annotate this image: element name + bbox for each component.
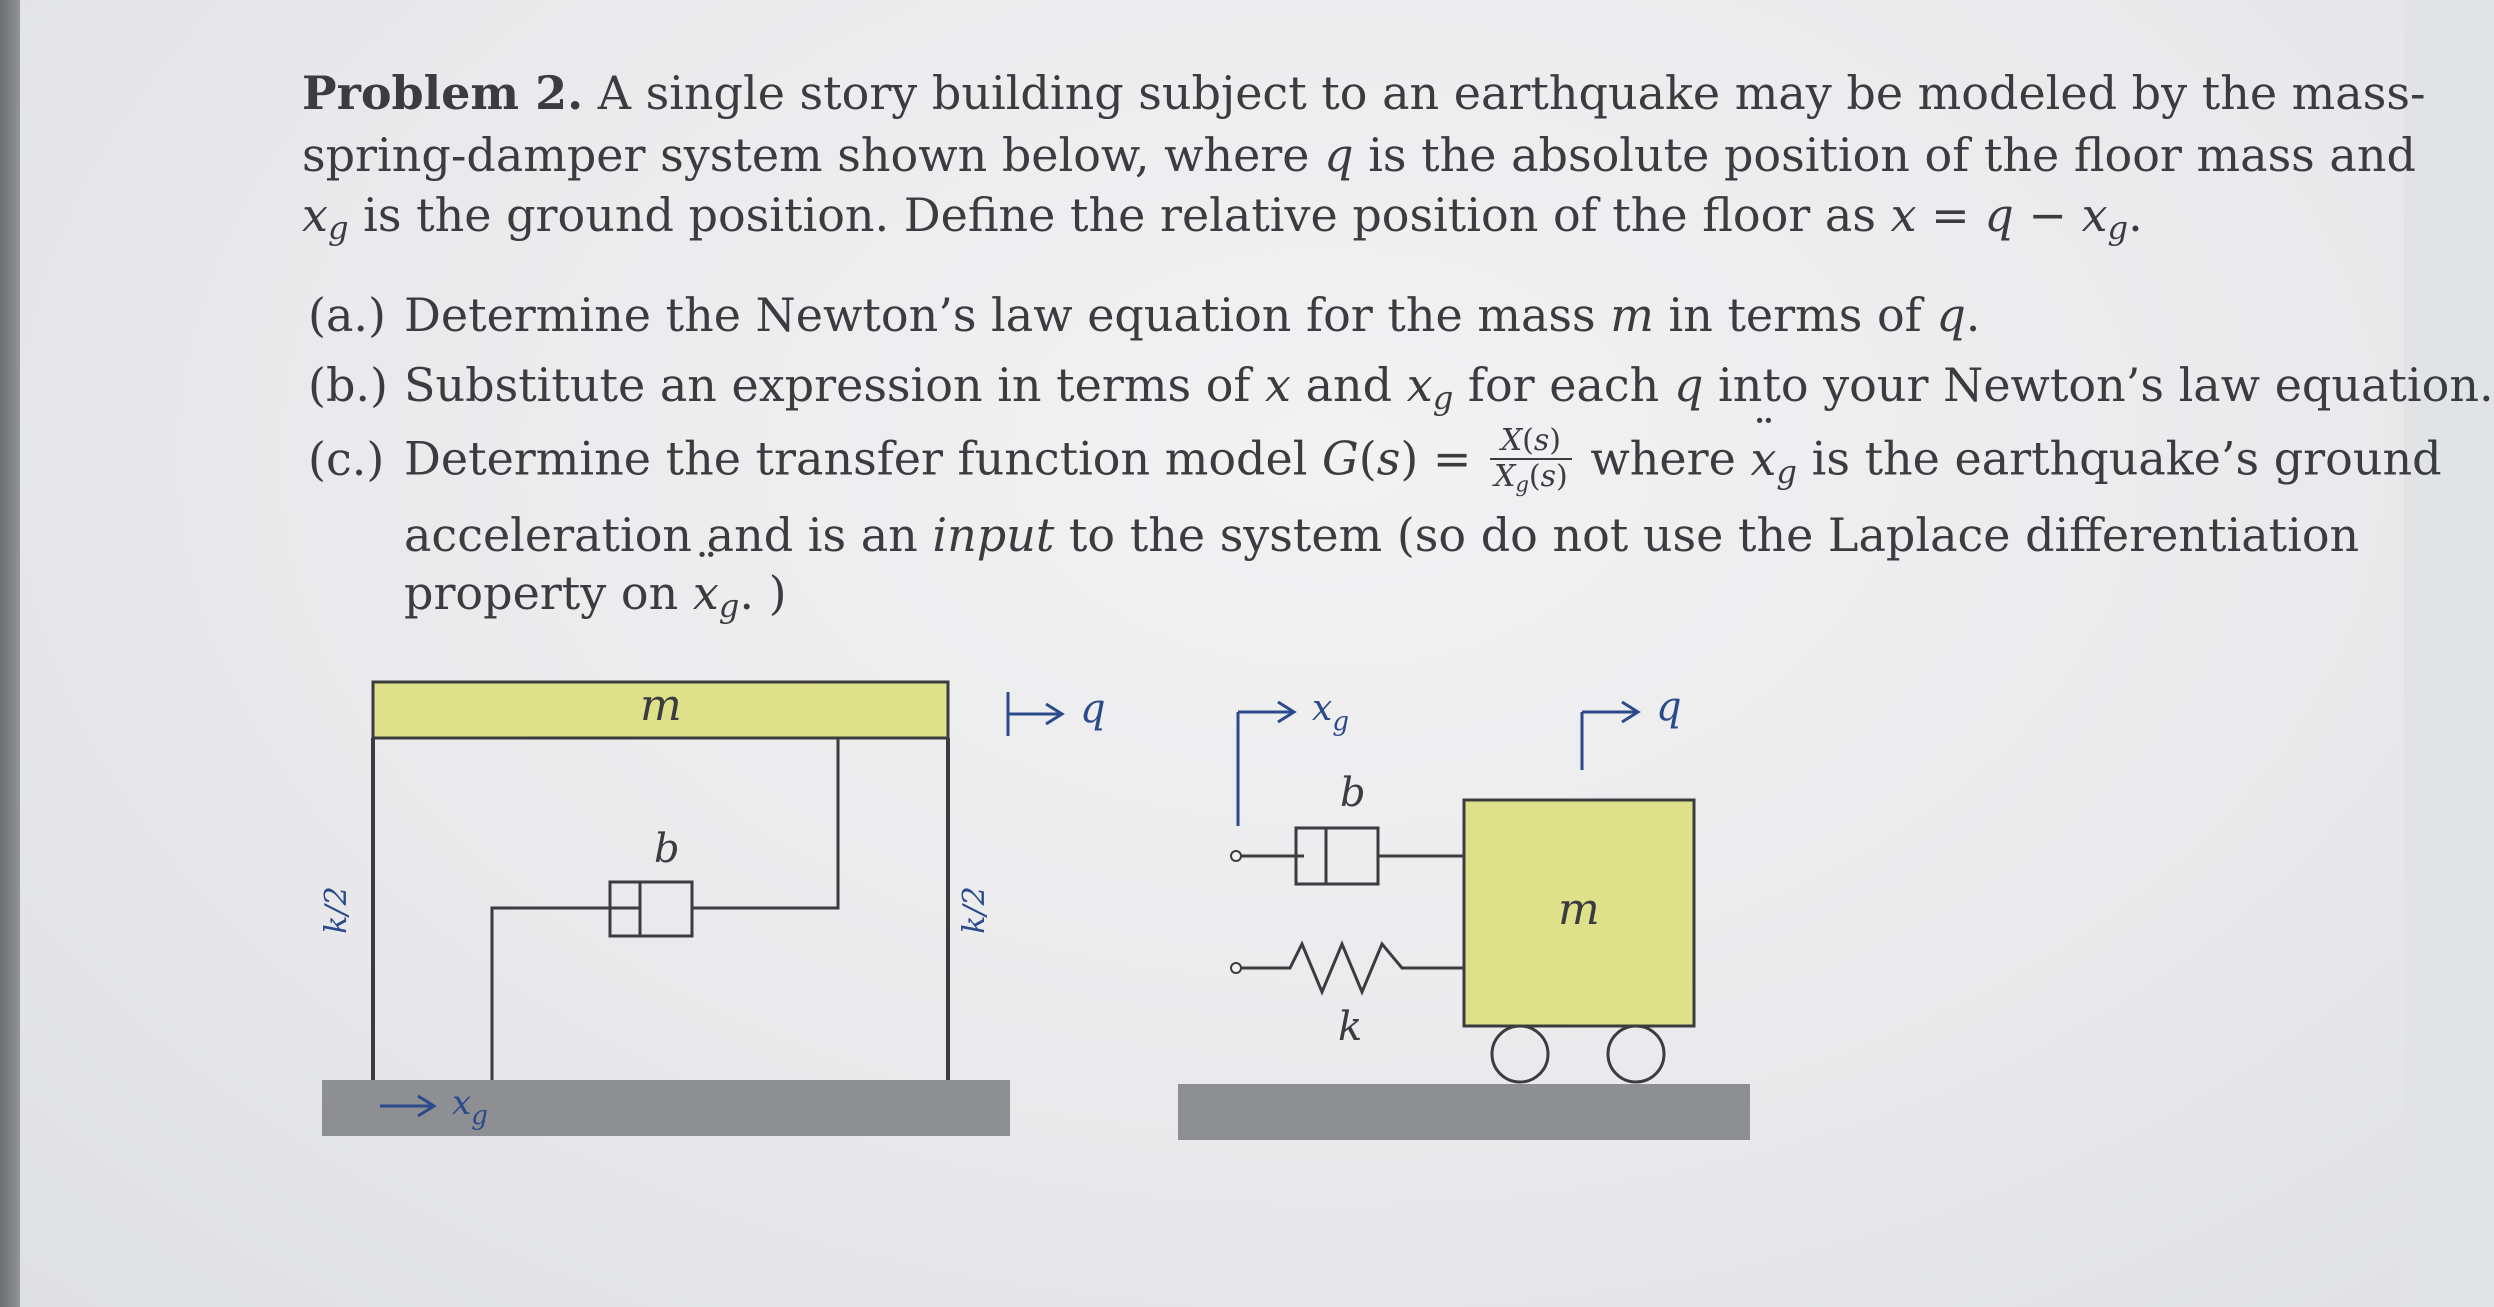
part-a-text: Determine the Newton’s law equation for the mass m in terms of q.	[404, 288, 1981, 342]
svg-text:k/2: k/2	[319, 886, 354, 934]
ground-left	[322, 1080, 1010, 1136]
damper-rod-left	[492, 908, 640, 1080]
svg-text:k/2: k/2	[957, 886, 992, 934]
spring-left-label	[319, 886, 354, 933]
cart-damper-cylinder	[1296, 828, 1378, 884]
figure-cart	[1178, 684, 1750, 1140]
wheel-left	[1492, 1026, 1548, 1082]
cart-spring-pin	[1231, 963, 1241, 973]
spring-right-label	[957, 886, 992, 933]
figure-building	[319, 680, 1106, 1136]
problem-line-1: Problem 2. A single story building subject to an earthquake may be modeled by the mass-	[302, 66, 2426, 120]
part-c-text-1: Determine the transfer function model G(s) = $\frac{X(s)}{X_g(s)}$ where ¨ $x_g$ is the earthquake’s ground	[404, 424, 2442, 501]
part-c-label: (c.)	[308, 432, 385, 486]
cart-damper-label-b: b	[1340, 770, 1366, 816]
cart-mass-label-m: m	[1558, 884, 1600, 935]
cart-spring-label-k: k	[1338, 1004, 1363, 1050]
damper-rod-right	[692, 738, 838, 908]
part-b-label: (b.)	[308, 358, 388, 412]
part-c-text-3: property on ¨ $x_g$. )	[404, 566, 787, 625]
part-b-text: Substitute an expression in terms of x and $x_g$ for each q into your Newton’s law equation.	[404, 358, 2494, 418]
cart-spring	[1241, 944, 1464, 992]
part-c-text-2: acceleration and is an input to the system (so do not use the Laplace differentiation	[404, 508, 2360, 562]
problem-label: Problem 2.	[302, 66, 584, 120]
problem-line-3: $x_g$ is the ground position. Define the relative position of the floor as $x = q - x_g$.	[302, 188, 2143, 248]
part-a-label: (a.)	[308, 288, 386, 342]
q-label-right: q	[1656, 684, 1682, 730]
xg-label-right: $x_g$	[1312, 688, 1349, 737]
q-label-left: q	[1080, 686, 1106, 732]
cart-damper-pin	[1231, 851, 1241, 861]
problem-line-2: spring-damper system shown below, where q is the absolute position of the floor mass and	[302, 128, 2416, 182]
xg-label-left: $x_g$	[452, 1083, 488, 1131]
ground-right	[1178, 1084, 1750, 1140]
mass-label-m: m	[640, 680, 682, 731]
transfer-fraction: $\frac{X(s)}{X_g(s)}$	[1490, 424, 1572, 501]
wheel-right	[1608, 1026, 1664, 1082]
damper-label-b: b	[654, 826, 680, 872]
